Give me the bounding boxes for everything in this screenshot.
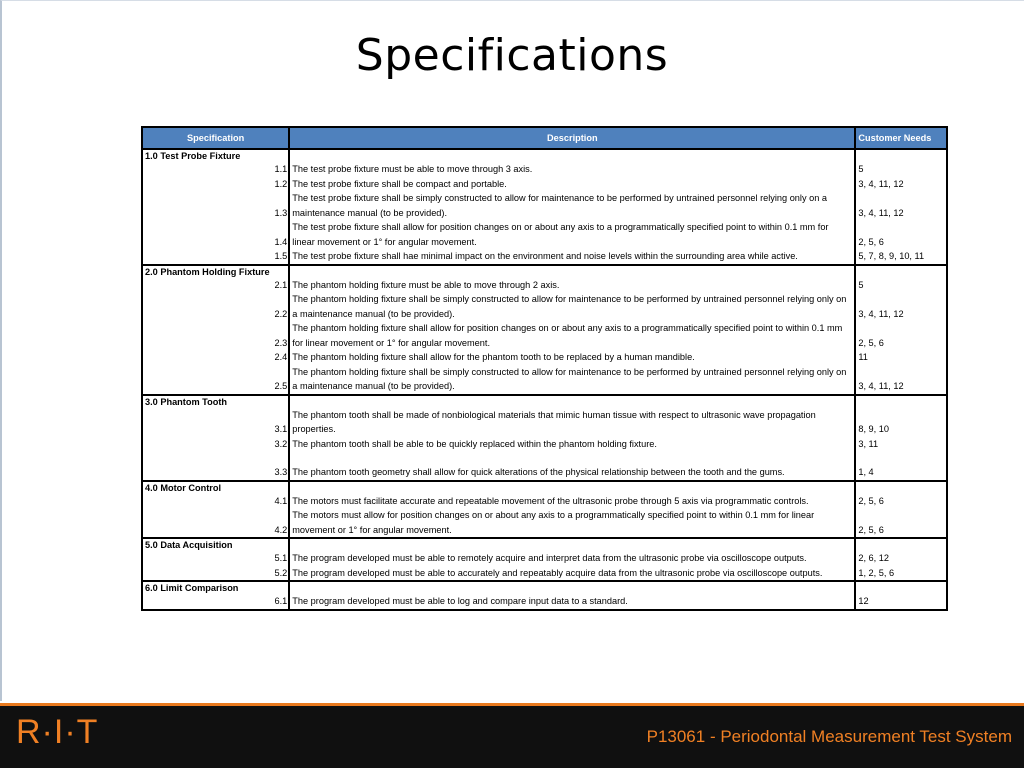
section-row <box>142 149 947 162</box>
section-title: 4.0 Motor Control <box>142 481 289 494</box>
spec-number: 2.2 <box>142 292 289 321</box>
table-row <box>142 408 947 437</box>
spec-number: 6.1 <box>142 594 289 610</box>
spec-number: 4.1 <box>142 494 289 509</box>
spec-description: The phantom holding fixture shall be simply constructed to allow for maintenance to be performed by untrained personnel relying only on a maintenance manual (to be provided). <box>289 292 855 321</box>
spec-number: 3.3 <box>142 451 289 481</box>
spec-description: The phantom tooth shall be made of nonbiological materials that mimic human tissue with respect to ultrasonic wave propagation properties. <box>289 408 855 437</box>
spec-description: The motors must facilitate accurate and repeatable movement of the ultrasonic probe through 5 axis via programmatic controls. <box>289 494 855 509</box>
spec-description: The program developed must be able to remotely acquire and interpret data from the ultrasonic probe via oscilloscope outputs. <box>289 551 855 566</box>
spec-customer-needs: 3, 4, 11, 12 <box>855 177 947 192</box>
table-row <box>142 594 947 610</box>
table-row <box>142 162 947 177</box>
spec-description: The phantom holding fixture must be able to move through 2 axis. <box>289 278 855 293</box>
spec-description: The phantom holding fixture shall allow for the phantom tooth to be replaced by a human mandible. <box>289 350 855 365</box>
spec-description: The phantom tooth shall be able to be quickly replaced within the phantom holding fixture. <box>289 437 855 452</box>
section-title: 6.0 Limit Comparison <box>142 581 289 594</box>
table-row <box>142 350 947 365</box>
section-title: 5.0 Data Acquisition <box>142 538 289 551</box>
section-row <box>142 538 947 551</box>
spec-number: 1.4 <box>142 220 289 249</box>
spec-number: 4.2 <box>142 508 289 538</box>
table-row <box>142 551 947 566</box>
spec-number: 2.5 <box>142 365 289 395</box>
table-row <box>142 278 947 293</box>
spec-description: The test probe fixture shall hae minimal impact on the environment and noise levels within the surrounding area while active. <box>289 249 855 265</box>
spec-description: The test probe fixture shall be simply constructed to allow for maintenance to be performed by untrained personnel relying only on a maintenance manual (to be provided). <box>289 191 855 220</box>
table-row <box>142 494 947 509</box>
table-header-row <box>142 127 947 149</box>
spec-number: 2.3 <box>142 321 289 350</box>
spec-number: 1.3 <box>142 191 289 220</box>
spec-description: The motors must allow for position changes on or about any axis to a programmatically specified point to within 0.1 mm for linear movement or 1° for angular movement. <box>289 508 855 538</box>
spec-number: 1.1 <box>142 162 289 177</box>
header-description: Description <box>289 127 855 149</box>
section-row <box>142 395 947 408</box>
spec-customer-needs: 2, 5, 6 <box>855 321 947 350</box>
section-title: 2.0 Phantom Holding Fixture <box>142 265 289 278</box>
spec-customer-needs: 5 <box>855 278 947 293</box>
table-row <box>142 365 947 395</box>
spec-customer-needs: 3, 4, 11, 12 <box>855 365 947 395</box>
table-row <box>142 249 947 265</box>
spec-description: The program developed must be able to log and compare input data to a standard. <box>289 594 855 610</box>
spec-number: 1.5 <box>142 249 289 265</box>
spec-number: 3.1 <box>142 408 289 437</box>
section-title: 1.0 Test Probe Fixture <box>142 149 289 162</box>
slide-title: Specifications <box>355 30 669 81</box>
spec-customer-needs: 8, 9, 10 <box>855 408 947 437</box>
table-row <box>142 220 947 249</box>
spec-number: 5.2 <box>142 566 289 582</box>
spec-customer-needs: 3, 4, 11, 12 <box>855 191 947 220</box>
spec-number: 2.4 <box>142 350 289 365</box>
spec-customer-needs: 12 <box>855 594 947 610</box>
spec-number: 3.2 <box>142 437 289 452</box>
spec-description: The phantom holding fixture shall allow for position changes on or about any axis to a programmatically specified point to within 0.1 mm for linear movement or 1° for angular movement. <box>289 321 855 350</box>
spec-description: The program developed must be able to accurately and repeatably acquire data from the ultrasonic probe via oscilloscope outputs. <box>289 566 855 582</box>
table-row <box>142 292 947 321</box>
specifications-table <box>141 126 948 611</box>
table-row <box>142 321 947 350</box>
spec-customer-needs: 2, 5, 6 <box>855 508 947 538</box>
spec-customer-needs: 3, 4, 11, 12 <box>855 292 947 321</box>
spec-customer-needs: 2, 6, 12 <box>855 551 947 566</box>
spec-description: The test probe fixture shall allow for position changes on or about any axis to a programmatically specified point to within 0.1 mm for linear movement or 1° for angular movement. <box>289 220 855 249</box>
rit-logo: R·I·T <box>16 713 99 751</box>
footer-project-title: P13061 - Periodontal Measurement Test System <box>646 727 1012 746</box>
spec-customer-needs: 1, 4 <box>855 451 947 481</box>
spec-number: 5.1 <box>142 551 289 566</box>
spec-customer-needs: 3, 11 <box>855 437 947 452</box>
spec-customer-needs: 2, 5, 6 <box>855 494 947 509</box>
table-row <box>142 508 947 538</box>
header-customer-needs: Customer Needs <box>855 127 947 149</box>
spec-customer-needs: 1, 2, 5, 6 <box>855 566 947 582</box>
spec-number: 2.1 <box>142 278 289 293</box>
spec-description: The test probe fixture must be able to move through 3 axis. <box>289 162 855 177</box>
footer-accent-line <box>0 703 1024 706</box>
table-row <box>142 437 947 452</box>
table-row <box>142 566 947 582</box>
spec-customer-needs: 11 <box>855 350 947 365</box>
table-row <box>142 177 947 192</box>
section-title: 3.0 Phantom Tooth <box>142 395 289 408</box>
spec-description: The phantom tooth geometry shall allow for quick alterations of the physical relationship between the tooth and the gums. <box>289 451 855 481</box>
spec-description: The test probe fixture shall be compact and portable. <box>289 177 855 192</box>
spec-customer-needs: 2, 5, 6 <box>855 220 947 249</box>
section-row <box>142 581 947 594</box>
table-row <box>142 191 947 220</box>
table-row <box>142 451 947 481</box>
spec-number: 1.2 <box>142 177 289 192</box>
section-row <box>142 481 947 494</box>
header-specification: Specification <box>142 127 289 149</box>
spec-customer-needs: 5 <box>855 162 947 177</box>
section-row <box>142 265 947 278</box>
spec-description: The phantom holding fixture shall be simply constructed to allow for maintenance to be performed by untrained personnel relying only on a maintenance manual (to be provided). <box>289 365 855 395</box>
spec-customer-needs: 5, 7, 8, 9, 10, 11 <box>855 249 947 265</box>
